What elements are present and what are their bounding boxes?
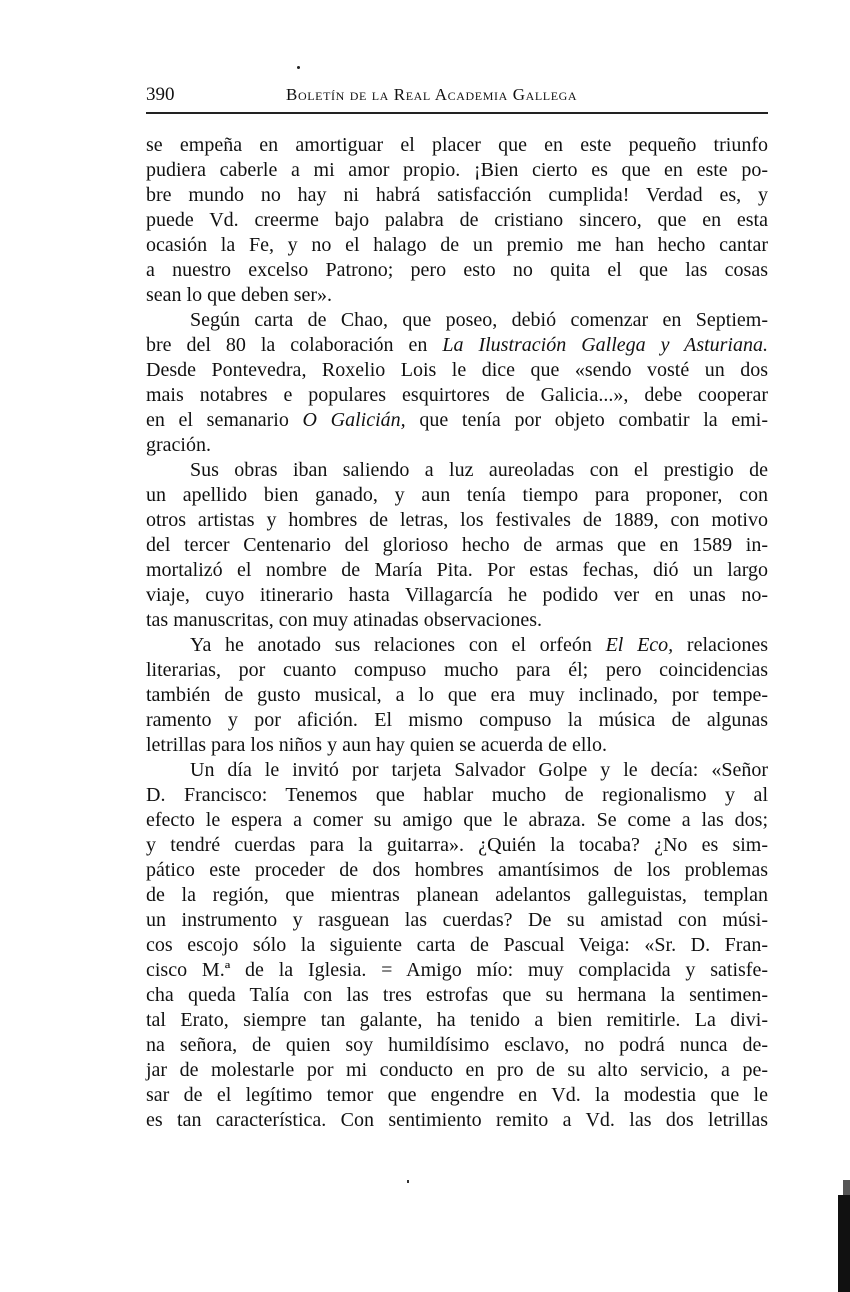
text-segment: del tercer Centenario del glorioso hecho de armas que en 1589 in- [146, 534, 768, 556]
text-segment: Ya he anotado sus relaciones con el orfeón [190, 634, 606, 656]
text-line [146, 908, 768, 933]
text-segment: D. Francisco: Tenemos que hablar mucho de regionalismo y al [146, 784, 768, 806]
paragraph [146, 458, 768, 633]
text-line [146, 933, 768, 958]
text-segment: jar de molestarle por mi conducto en pro de su alto servicio, a pe- [146, 1059, 768, 1081]
text-segment: es tan característica. Con sentimiento remito a Vd. las dos letrillas [146, 1109, 768, 1131]
text-line [146, 883, 768, 908]
text-line [146, 1083, 768, 1108]
text-segment: y tendré cuerdas para la guitarra». ¿Quién la tocaba? ¿No es sim- [146, 834, 768, 856]
text-segment: sean lo que deben ser». [146, 284, 333, 306]
text-segment: cha queda Talía con las tres estrofas que su hermana la sentimen- [146, 984, 768, 1006]
text-segment: se empeña en amortiguar el placer que en este pequeño triunfo [146, 134, 768, 156]
text-segment: literarias, por cuanto compuso mucho para él; pero coincidencias [146, 659, 768, 681]
text-line [146, 708, 768, 733]
text-line [146, 583, 768, 608]
text-line [146, 983, 768, 1008]
text-line [146, 958, 768, 983]
text-segment: sar de el legítimo temor que engendre en Vd. la modestia que le [146, 1084, 768, 1106]
text-segment: un instrumento y rasguean las cuerdas? De su amistad con músi- [146, 909, 768, 931]
text-line [146, 233, 768, 258]
text-segment: pático este proceder de dos hombres amantísimos de los problemas [146, 859, 768, 881]
print-speck [407, 1180, 409, 1183]
text-segment: cisco M.ª de la Iglesia. = Amigo mío: muy complacida y satisfe- [146, 959, 768, 981]
text-line [146, 283, 768, 308]
text-segment: tas manuscritas, con muy atinadas observaciones. [146, 609, 542, 631]
text-line [146, 333, 768, 358]
text-line [146, 858, 768, 883]
text-segment: ocasión la Fe, y no el halago de un premio me han hecho cantar [146, 234, 768, 256]
text-line [146, 1008, 768, 1033]
text-line [146, 383, 768, 408]
page-number: 390 [146, 84, 175, 105]
paragraph [146, 308, 768, 458]
text-line [146, 1033, 768, 1058]
text-line [146, 158, 768, 183]
text-line [146, 208, 768, 233]
italic-title: O Galicián, [302, 409, 406, 431]
text-segment: mais notabres e populares esquirtores de Galicia...», debe cooperar [146, 384, 768, 406]
text-line [146, 133, 768, 158]
text-line [146, 358, 768, 383]
text-segment: puede Vd. creerme bajo palabra de cristiano sincero, que en esta [146, 209, 768, 231]
paragraph [146, 133, 768, 308]
text-line [146, 808, 768, 833]
text-line [146, 733, 768, 758]
text-segment: Desde Pontevedra, Roxelio Lois le dice que «sendo vosté un dos [146, 359, 768, 381]
paragraph [146, 633, 768, 758]
text-segment: en el semanario [146, 409, 303, 431]
text-segment: na señora, de quien soy humildísimo esclavo, no podrá nunca de- [146, 1034, 768, 1056]
paragraph [146, 758, 768, 1133]
text-line [146, 833, 768, 858]
text-line [146, 483, 768, 508]
text-line [146, 558, 768, 583]
text-segment: que tenía por objeto combatir la emi- [405, 409, 769, 431]
text-line [146, 608, 768, 633]
text-line [146, 308, 768, 333]
header-rule [146, 112, 768, 114]
text-line [146, 508, 768, 533]
italic-title: La Ilustración Gallega y Asturiana. [442, 334, 768, 356]
text-line [146, 1108, 768, 1133]
text-line [146, 758, 768, 783]
italic-title: El Eco, [605, 634, 674, 656]
text-line [146, 458, 768, 483]
text-segment: Según carta de Chao, que poseo, debió comenzar en Septiem- [190, 309, 768, 331]
text-segment: bre mundo no hay ni habrá satisfacción cumplida! Verdad es, y [146, 184, 768, 206]
text-segment: Sus obras iban saliendo a luz aureoladas con el prestigio de [190, 459, 768, 481]
text-segment: cos escojo sólo la siguiente carta de Pascual Veiga: «Sr. D. Fran- [146, 934, 768, 956]
text-line [146, 433, 768, 458]
text-segment: mortalizó el nombre de María Pita. Por estas fechas, dió un largo [146, 559, 768, 581]
text-line [146, 683, 768, 708]
text-segment: de la región, que mientras planean adelantos galleguistas, templan [146, 884, 768, 906]
text-segment: un apellido bien ganado, y aun tenía tiempo para proponer, con [146, 484, 768, 506]
text-segment: efecto le espera a comer su amigo que le abraza. Se come a las dos; [146, 809, 768, 831]
text-line [146, 633, 768, 658]
text-segment: a nuestro excelso Patrono; pero esto no quita el que las cosas [146, 259, 768, 281]
text-segment: ramento y por afición. El mismo compuso la música de algunas [146, 709, 768, 731]
print-speck [297, 66, 300, 69]
text-line [146, 408, 768, 433]
text-segment: pudiera caberle a mi amor propio. ¡Bien cierto es que en este po- [146, 159, 768, 181]
text-segment: gración. [146, 434, 211, 456]
scan-edge-artifact [838, 1195, 850, 1292]
text-line [146, 658, 768, 683]
text-line [146, 533, 768, 558]
text-line [146, 783, 768, 808]
text-segment: letrillas para los niños y aun hay quien se acuerda de ello. [146, 734, 607, 756]
text-segment: bre del 80 la colaboración en [146, 334, 443, 356]
text-segment: también de gusto musical, a lo que era muy inclinado, por tempe- [146, 684, 768, 706]
text-line [146, 1058, 768, 1083]
text-segment: otros artistas y hombres de letras, los festivales de 1889, con motivo [146, 509, 768, 531]
text-segment: Un día le invitó por tarjeta Salvador Golpe y le decía: «Señor [190, 759, 768, 781]
page-header [146, 84, 768, 110]
text-line [146, 258, 768, 283]
body-text [146, 133, 768, 1133]
text-segment: viaje, cuyo itinerario hasta Villagarcía he podido ver en unas no- [146, 584, 768, 606]
running-title: Boletín de la Real Academia Gallega [286, 85, 578, 104]
text-line [146, 183, 768, 208]
text-segment: tal Erato, siempre tan galante, ha tenido a bien remitirle. La divi- [146, 1009, 768, 1031]
text-segment: relaciones [673, 634, 768, 656]
